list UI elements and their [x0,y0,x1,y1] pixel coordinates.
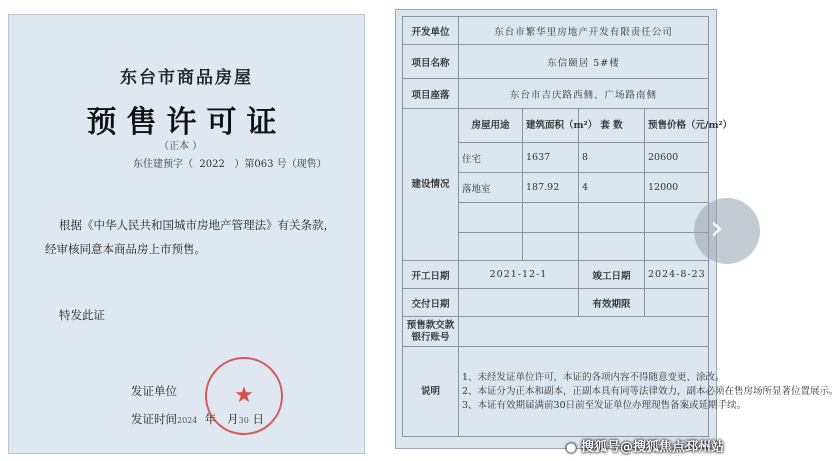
construction-header-row [403,109,709,143]
sohu-paw-icon: ● [566,440,577,454]
month-char: 月 [227,412,239,426]
license-cover-page [8,14,365,454]
cell-area: 187.92 [523,173,579,203]
location-label: 项目座落 [403,79,459,109]
finish-date-value: 2024-8-23 [645,261,709,289]
developer-row [403,17,709,45]
cell-units: 4 [579,173,645,203]
col-header-area: 建筑面积（m²） [523,109,579,143]
issue-time-label: 发证时间 [131,412,177,426]
official-seal-icon [205,357,283,435]
note-item: 3、本证有效期届满前30日前至发证单位办理现售备案或延期手续。 [462,399,747,411]
note-item: 1、未经发证单位许可，本证的各项内容不得随意变更、涂改。 [462,371,725,383]
cell-usage: 落地室 [459,173,523,203]
cell-units: 8 [579,143,645,173]
cell-price: 20600 [645,143,709,173]
delivery-row [403,289,709,317]
start-date-label: 开工日期 [403,261,459,289]
finish-date-label: 竣工日期 [579,261,645,289]
note-item: 2、本证分为正本和副本，正副本具有同等法律效力，副本必须在售房场所显著位置展示。 [462,385,839,397]
cell-area [523,233,579,261]
project-name-row [403,45,709,79]
cell-units [579,233,645,261]
copy-type: （正本 ） [159,141,203,152]
bank-account-row [403,317,709,347]
license-number: 东住建预字（ 2022 ）第063 号（现售） [133,159,327,170]
location-value: 东台市吉庆路西侧、广场路南侧 [459,79,709,109]
valid-period-label: 有效期限 [579,289,645,317]
next-image-button[interactable] [694,198,760,264]
cell-usage: 住宅 [459,143,523,173]
cell-usage [459,233,523,261]
cell-area [523,203,579,233]
watermark-text: 搜狐号@搜狐焦点邳州站 [581,440,725,455]
seal-star-icon: ★ [234,383,254,408]
construction-label: 建设情况 [403,109,459,261]
col-header-units: 套 数 [579,109,645,143]
dates-row [403,261,709,289]
license-table [402,16,839,437]
issuer-label: 发证单位 [131,384,177,398]
start-date-value: 2021-12-1 [459,261,579,289]
delivery-date-value [459,289,579,317]
source-watermark [566,436,724,455]
col-header-usage: 房屋用途 [459,109,523,143]
chevron-right-icon: › [710,208,724,248]
notes-content [459,347,839,437]
col-header-price: 预售价格（元/m²） [645,109,709,143]
developer-value: 东台市繁华里房地产开发有限责任公司 [459,17,709,45]
project-name-value: 东信颐居 5#楼 [459,45,709,79]
project-name-label: 项目名称 [403,45,459,79]
legal-paragraph: 根据《中华人民共和国城市房地产管理法》有关条款，经审核同意本商品房上市预售。 [45,218,335,256]
notes-label: 说明 [403,347,459,437]
bank-account-value [459,317,709,347]
delivery-date-label: 交付日期 [403,289,459,317]
special-issue-text: 特发此证 [59,308,105,322]
notes-row [403,347,709,437]
developer-label: 开发单位 [403,17,459,45]
license-detail-page [395,9,839,449]
cover-main-title: 预售许可证 [86,105,287,140]
cell-area: 1637 [523,143,579,173]
location-row [403,79,709,109]
year-char: 年 [204,412,217,426]
issue-day: 30 [238,416,249,425]
bank-account-label: 预售款交款银行账号 [403,317,459,347]
cell-price: 12000 [645,173,709,203]
valid-period-value [645,289,709,317]
cell-units [579,203,645,233]
cell-usage [459,203,523,233]
day-char: 日 [252,412,264,426]
issue-year: 2024 [177,416,198,425]
cover-title: 东台市商品房屋 [120,68,253,88]
